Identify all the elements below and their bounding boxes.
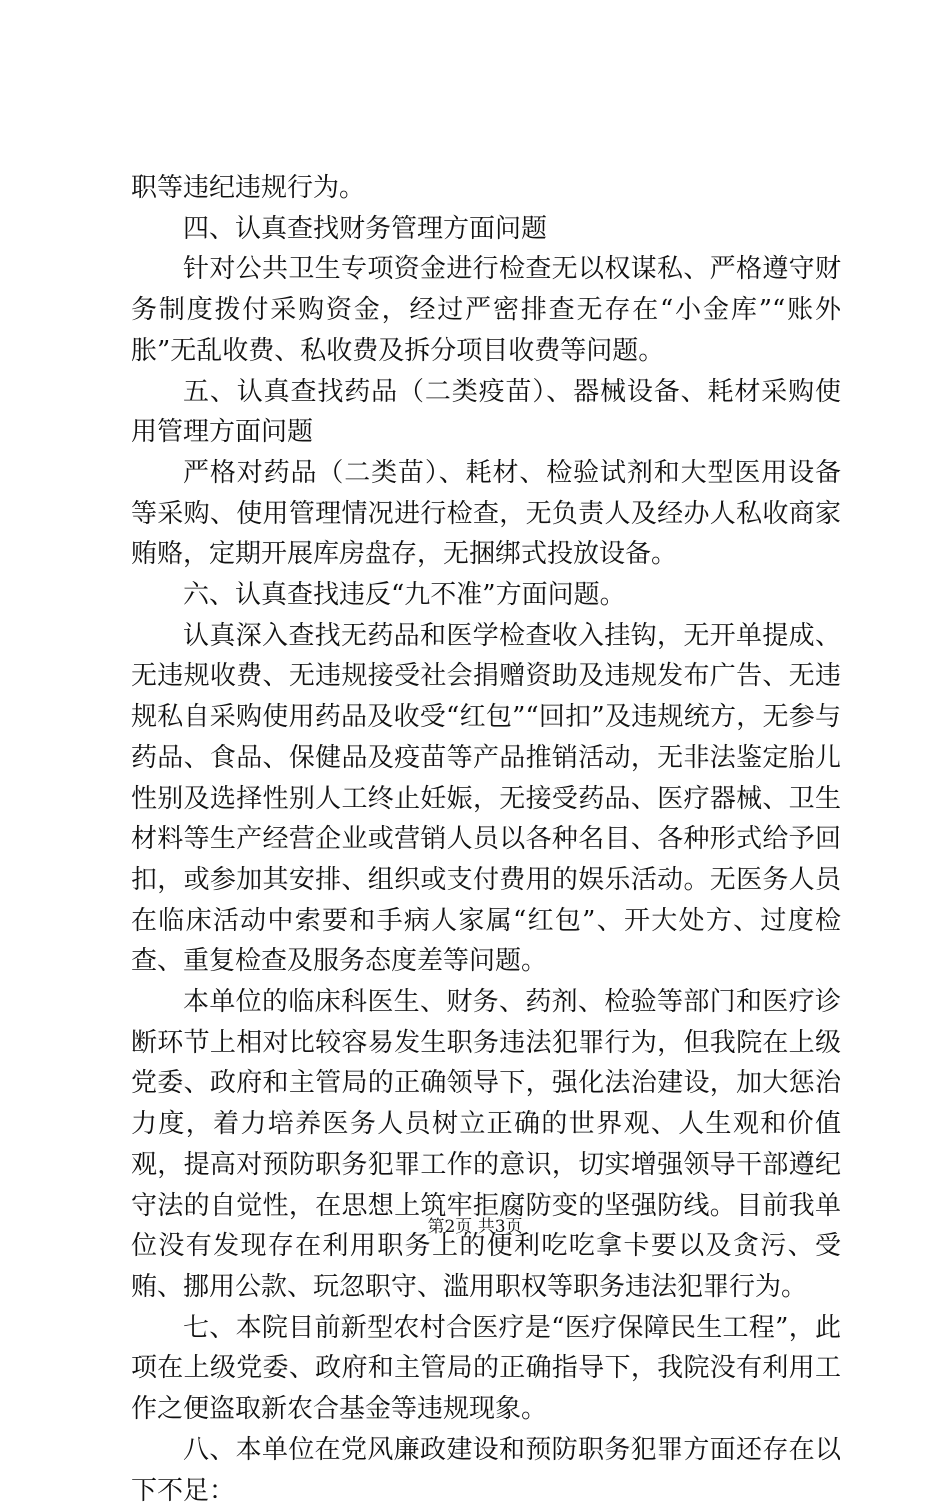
document-body [131,168,841,1511]
paragraph: 严格对药品（二类苗）、耗材、检验试剂和大型医用设备等采购、使用管理情况进行检查，无负责人及经办人私收商家贿赂，定期开展库房盘存，无捆绑式投放设备。 [131,457,841,570]
paragraph-continuation: 职等违纪违规行为。 [131,173,366,203]
section-heading-6: 六、认真查找违反“九不准”方面问题。 [183,580,626,611]
paragraph: 本单位的临床科医生、财务、药剂、检验等部门和医疗诊断环节上相对比较容易发生职务违法犯罪行为，但我院在上级党委、政府和主管局的正确领导下，强化法治建设，加大惩治力度，着力培养医务人员树立正确的世界观、人生观和价值观，提高对预防职务犯罪工作的意识，切实增强领导干部遵纪守法的自觉性，在思想上筑牢拒腐防变的坚强防线。目前我单位没有发现存在利用职务上的便利吃吃拿卡要以及贪污、受贿、挪用公款、玩忽职守、滥用职权等职务违法犯罪行为。 [131,987,841,1302]
page-footer: 第2页 共3页 [427,1217,523,1237]
section-7: 七、本院目前新型农村合医疗是“医疗保障民生工程”，此项在上级党委、政府和主管局的正确指导下，我院没有利用工作之便盗取新农合基金等违规现象。 [131,1312,841,1425]
section-heading-5: 五、认真查找药品（二类疫苗）、器械设备、耗材采购使用管理方面问题 [131,376,841,448]
section-heading-4: 四、认真查找财务管理方面问题 [183,213,548,244]
paragraph: 针对公共卫生专项资金进行检查无以权谋私、严格遵守财务制度拨付采购资金，经过严密排查无存在“小金库”“账外胀”无乱收费、私收费及拆分项目收费等问题。 [131,254,841,366]
paragraph: 认真深入查找无药品和医学检查收入挂钩，无开单提成、无违规收费、无违规接受社会捐赠资助及违规发布广告、无违规私自采购使用药品及收受“红包”“回扣”及违规统方，无参与药品、食品、保健品及疫苗等产品推销活动，无非法鉴定胎儿性别及选择性别人工终止妊娠，无接受药品、医疗器械、卫生材料等生产经营企业或营销人员以各种名目、各种形式给予回扣，或参加其安排、组织或支付费用的娱乐活动。无医务人员在临床活动中索要和手病人家属“红包”、开大处方、过度检查、重复检查及服务态度差等问题。 [131,620,841,977]
section-8: 八、本单位在党风廉政建设和预防职务犯罪方面还存在以下不足： [131,1434,841,1506]
